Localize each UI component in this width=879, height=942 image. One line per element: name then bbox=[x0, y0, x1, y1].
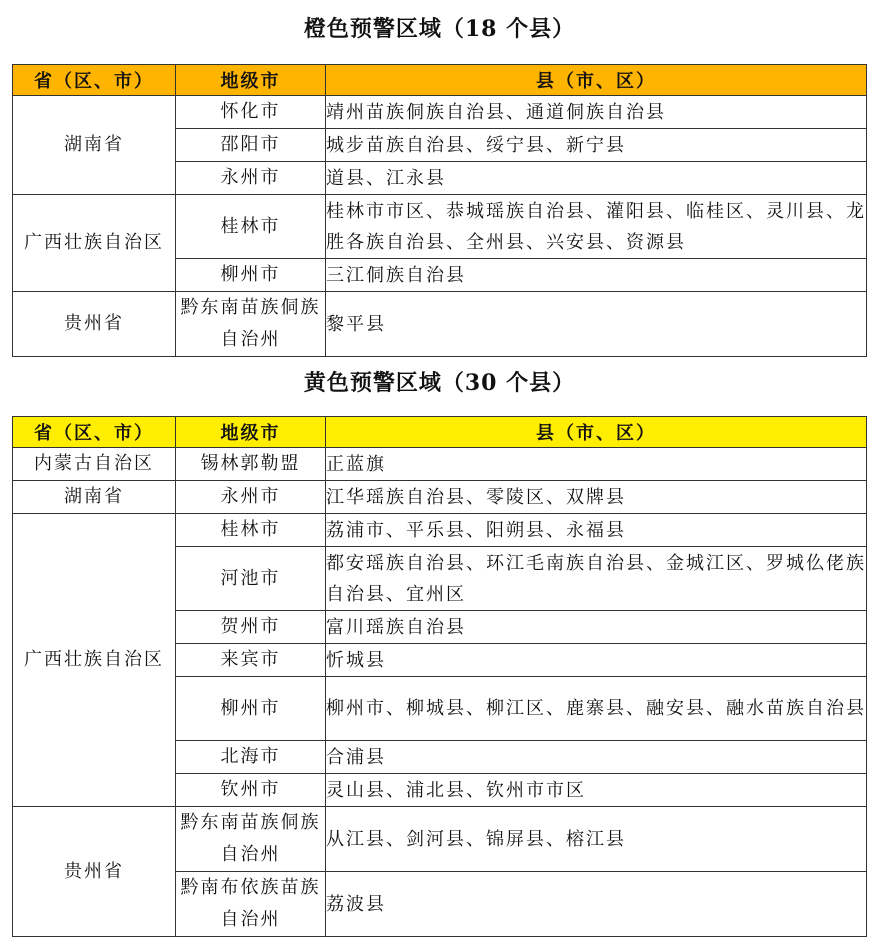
city-cell: 永州市 bbox=[176, 481, 326, 514]
city-cell: 柳州市 bbox=[176, 677, 326, 741]
county-cell: 富川瑶族自治县 bbox=[326, 611, 867, 644]
table-row bbox=[13, 96, 867, 129]
county-cell: 荔波县 bbox=[326, 872, 867, 937]
yellow-warning-title: 黄色预警区域（30 个县） bbox=[303, 370, 576, 396]
county-cell: 江华瑶族自治县、零陵区、双牌县 bbox=[326, 481, 867, 514]
county-cell: 城步苗族自治县、绥宁县、新宁县 bbox=[326, 129, 867, 162]
county-cell: 靖州苗族侗族自治县、通道侗族自治县 bbox=[326, 96, 867, 129]
orange-warning-table bbox=[12, 64, 867, 357]
yellow-warning-table bbox=[12, 416, 867, 937]
city-cell: 邵阳市 bbox=[176, 129, 326, 162]
header-province: 省（区、市） bbox=[13, 65, 176, 96]
city-cell: 贺州市 bbox=[176, 611, 326, 644]
province-cell: 广西壮族自治区 bbox=[13, 514, 176, 807]
city-cell: 桂林市 bbox=[176, 195, 326, 259]
orange-warning-title: 橙色预警区域（18 个县） bbox=[303, 16, 576, 42]
table-row bbox=[13, 195, 867, 259]
header-county: 县（市、区） bbox=[326, 417, 867, 448]
county-cell: 柳州市、柳城县、柳江区、鹿寨县、融安县、融水苗族自治县 bbox=[326, 677, 867, 741]
table-row bbox=[13, 481, 867, 514]
province-cell: 湖南省 bbox=[13, 96, 176, 195]
county-cell: 正蓝旗 bbox=[326, 448, 867, 481]
city-cell: 河池市 bbox=[176, 547, 326, 611]
county-cell: 都安瑶族自治县、环江毛南族自治县、金城江区、罗城仫佬族自治县、宜州区 bbox=[326, 547, 867, 611]
header-county: 县（市、区） bbox=[326, 65, 867, 96]
city-cell: 黔南布依族苗族自治州 bbox=[176, 872, 326, 937]
city-cell: 来宾市 bbox=[176, 644, 326, 677]
table-row bbox=[13, 292, 867, 357]
city-cell: 黔东南苗族侗族自治州 bbox=[176, 807, 326, 872]
county-cell: 从江县、剑河县、锦屏县、榕江县 bbox=[326, 807, 867, 872]
county-cell: 桂林市市区、恭城瑶族自治县、灌阳县、临桂区、灵川县、龙胜各族自治县、全州县、兴安县、资源县 bbox=[326, 195, 867, 259]
province-cell: 贵州省 bbox=[13, 292, 176, 357]
city-cell: 桂林市 bbox=[176, 514, 326, 547]
city-cell: 北海市 bbox=[176, 741, 326, 774]
city-cell: 锡林郭勒盟 bbox=[176, 448, 326, 481]
table-row bbox=[13, 448, 867, 481]
province-cell: 湖南省 bbox=[13, 481, 176, 514]
header-city: 地级市 bbox=[176, 65, 326, 96]
province-cell: 内蒙古自治区 bbox=[13, 448, 176, 481]
table-header-row bbox=[13, 65, 867, 96]
county-cell: 忻城县 bbox=[326, 644, 867, 677]
header-province: 省（区、市） bbox=[13, 417, 176, 448]
table-header-row bbox=[13, 417, 867, 448]
county-cell: 灵山县、浦北县、钦州市市区 bbox=[326, 774, 867, 807]
city-cell: 怀化市 bbox=[176, 96, 326, 129]
city-cell: 钦州市 bbox=[176, 774, 326, 807]
city-cell: 柳州市 bbox=[176, 259, 326, 292]
province-cell: 贵州省 bbox=[13, 807, 176, 937]
city-cell: 黔东南苗族侗族自治州 bbox=[176, 292, 326, 357]
city-cell: 永州市 bbox=[176, 162, 326, 195]
county-cell: 道县、江永县 bbox=[326, 162, 867, 195]
county-cell: 合浦县 bbox=[326, 741, 867, 774]
header-city: 地级市 bbox=[176, 417, 326, 448]
county-cell: 黎平县 bbox=[326, 292, 867, 357]
table-row bbox=[13, 514, 867, 547]
county-cell: 荔浦市、平乐县、阳朔县、永福县 bbox=[326, 514, 867, 547]
county-cell: 三江侗族自治县 bbox=[326, 259, 867, 292]
province-cell: 广西壮族自治区 bbox=[13, 195, 176, 292]
table-row bbox=[13, 807, 867, 872]
